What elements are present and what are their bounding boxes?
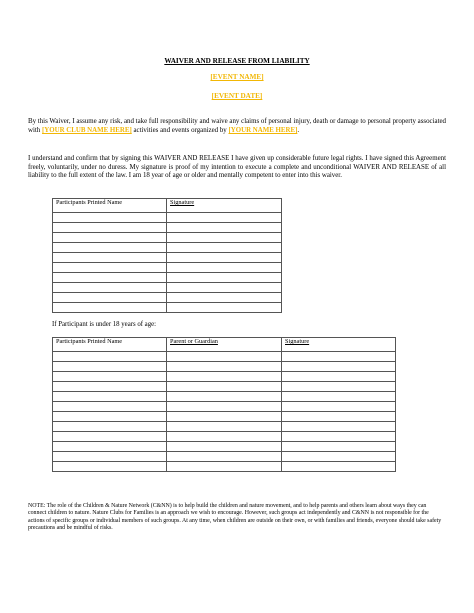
name-cell[interactable]	[53, 402, 167, 412]
table-row[interactable]	[53, 362, 396, 372]
name-cell[interactable]	[53, 253, 167, 263]
signature-cell[interactable]	[282, 382, 396, 392]
signature-cell[interactable]	[282, 392, 396, 402]
guardian-cell[interactable]	[167, 412, 282, 422]
table-row[interactable]	[53, 223, 282, 233]
signature-cell[interactable]	[167, 233, 282, 243]
guardian-cell[interactable]	[167, 452, 282, 462]
table-row[interactable]	[53, 303, 282, 313]
participants-signature-table	[52, 198, 282, 313]
waiver-text-end: .	[297, 126, 300, 134]
table-row[interactable]	[53, 293, 282, 303]
table-row[interactable]	[53, 273, 282, 283]
guardian-cell[interactable]	[167, 442, 282, 452]
minors-signature-table	[52, 337, 396, 472]
column-header: Parent or Guardian	[167, 338, 282, 352]
guardian-cell[interactable]	[167, 462, 282, 472]
name-cell[interactable]	[53, 263, 167, 273]
column-header: Signature	[167, 199, 282, 213]
event-name-placeholder: [EVENT NAME]	[210, 73, 264, 81]
name-cell[interactable]	[53, 412, 167, 422]
table-row[interactable]	[53, 382, 396, 392]
table-row[interactable]	[53, 432, 396, 442]
minor-participant-label: If Participant is under 18 years of age:	[52, 321, 156, 328]
guardian-cell[interactable]	[167, 362, 282, 372]
name-cell[interactable]	[53, 293, 167, 303]
name-cell[interactable]	[53, 422, 167, 432]
column-header: Participants Printed Name	[53, 338, 167, 352]
signature-cell[interactable]	[282, 362, 396, 372]
table-row[interactable]	[53, 263, 282, 273]
document-title: WAIVER AND RELEASE FROM LIABILITY	[164, 57, 310, 65]
column-header: Participants Printed Name	[53, 199, 167, 213]
guardian-cell[interactable]	[167, 422, 282, 432]
guardian-cell[interactable]	[167, 392, 282, 402]
name-cell[interactable]	[53, 273, 167, 283]
name-cell[interactable]	[53, 223, 167, 233]
signature-cell[interactable]	[167, 293, 282, 303]
signature-cell[interactable]	[167, 223, 282, 233]
signature-cell[interactable]	[282, 402, 396, 412]
name-cell[interactable]	[53, 233, 167, 243]
table-row[interactable]	[53, 422, 396, 432]
signature-cell[interactable]	[167, 273, 282, 283]
table-row[interactable]	[53, 213, 282, 223]
name-cell[interactable]	[53, 283, 167, 293]
signature-cell[interactable]	[167, 243, 282, 253]
table-row[interactable]	[53, 352, 396, 362]
signature-cell[interactable]	[167, 213, 282, 223]
waiver-text-start: By this Waiver, I assume any risk, and take full responsibility and waive any claims of personal injury, death or damage to personal property associated with	[28, 118, 446, 134]
table-row[interactable]	[53, 372, 396, 382]
signature-cell[interactable]	[282, 412, 396, 422]
guardian-cell[interactable]	[167, 432, 282, 442]
signature-cell[interactable]	[167, 263, 282, 273]
table-row[interactable]	[53, 442, 396, 452]
name-cell[interactable]	[53, 462, 167, 472]
name-cell[interactable]	[53, 362, 167, 372]
signature-cell[interactable]	[282, 432, 396, 442]
table-row[interactable]	[53, 412, 396, 422]
signature-cell[interactable]	[282, 452, 396, 462]
name-cell[interactable]	[53, 392, 167, 402]
name-cell[interactable]	[53, 432, 167, 442]
signature-cell[interactable]	[167, 303, 282, 313]
signature-cell[interactable]	[282, 422, 396, 432]
name-cell[interactable]	[53, 213, 167, 223]
name-cell[interactable]	[53, 303, 167, 313]
name-cell[interactable]	[53, 442, 167, 452]
guardian-cell[interactable]	[167, 372, 282, 382]
waiver-paragraph	[28, 118, 446, 135]
signature-cell[interactable]	[282, 352, 396, 362]
table-row[interactable]	[53, 283, 282, 293]
table-row[interactable]	[53, 462, 396, 472]
signature-cell[interactable]	[167, 253, 282, 263]
cnn-note: NOTE: The role of the Children & Nature Network (C&NN) is to help build the children and nature movement, and to help parents and others learn about ways they can connect children to nature. Nature Clubs for Families is an approach we wish to encourage. However, such groups act independently and C&NN is not responsible for the actions of specific groups or individual members of such groups. At any time, when children are outside on their own, or with families and friends, everyone should take safety precautions and be mindful of risks.	[28, 503, 442, 531]
name-cell[interactable]	[53, 352, 167, 362]
signature-cell[interactable]	[282, 442, 396, 452]
club-name-placeholder: [YOUR CLUB NAME HERE]	[41, 126, 132, 134]
guardian-cell[interactable]	[167, 382, 282, 392]
signature-cell[interactable]	[282, 462, 396, 472]
table-header-row	[53, 199, 282, 213]
waiver-text-middle: activities and events organized by	[131, 126, 229, 134]
table-row[interactable]	[53, 452, 396, 462]
your-name-placeholder: [YOUR NAME HERE]	[228, 126, 298, 134]
table-row[interactable]	[53, 402, 396, 412]
column-header: Signature	[282, 338, 396, 352]
signature-cell[interactable]	[282, 372, 396, 382]
signature-cell[interactable]	[167, 283, 282, 293]
guardian-cell[interactable]	[167, 402, 282, 412]
name-cell[interactable]	[53, 382, 167, 392]
guardian-cell[interactable]	[167, 352, 282, 362]
table-row[interactable]	[53, 233, 282, 243]
name-cell[interactable]	[53, 372, 167, 382]
table-row[interactable]	[53, 392, 396, 402]
table-row[interactable]	[53, 253, 282, 263]
name-cell[interactable]	[53, 243, 167, 253]
table-row[interactable]	[53, 243, 282, 253]
name-cell[interactable]	[53, 452, 167, 462]
table-header-row	[53, 338, 396, 352]
event-date-placeholder: [EVENT DATE]	[211, 92, 263, 100]
consent-paragraph: I understand and confirm that by signing this WAIVER AND RELEASE I have given up considerable future legal rights. I have signed this Agreement freely, voluntarily, under no duress. My signature is proof of my intention to execute a complete and unconditional WAIVER AND RELEASE of all liability to the full extent of the law. I am 18 year of age or older and mentally competent to enter into this waiver.	[28, 155, 446, 180]
